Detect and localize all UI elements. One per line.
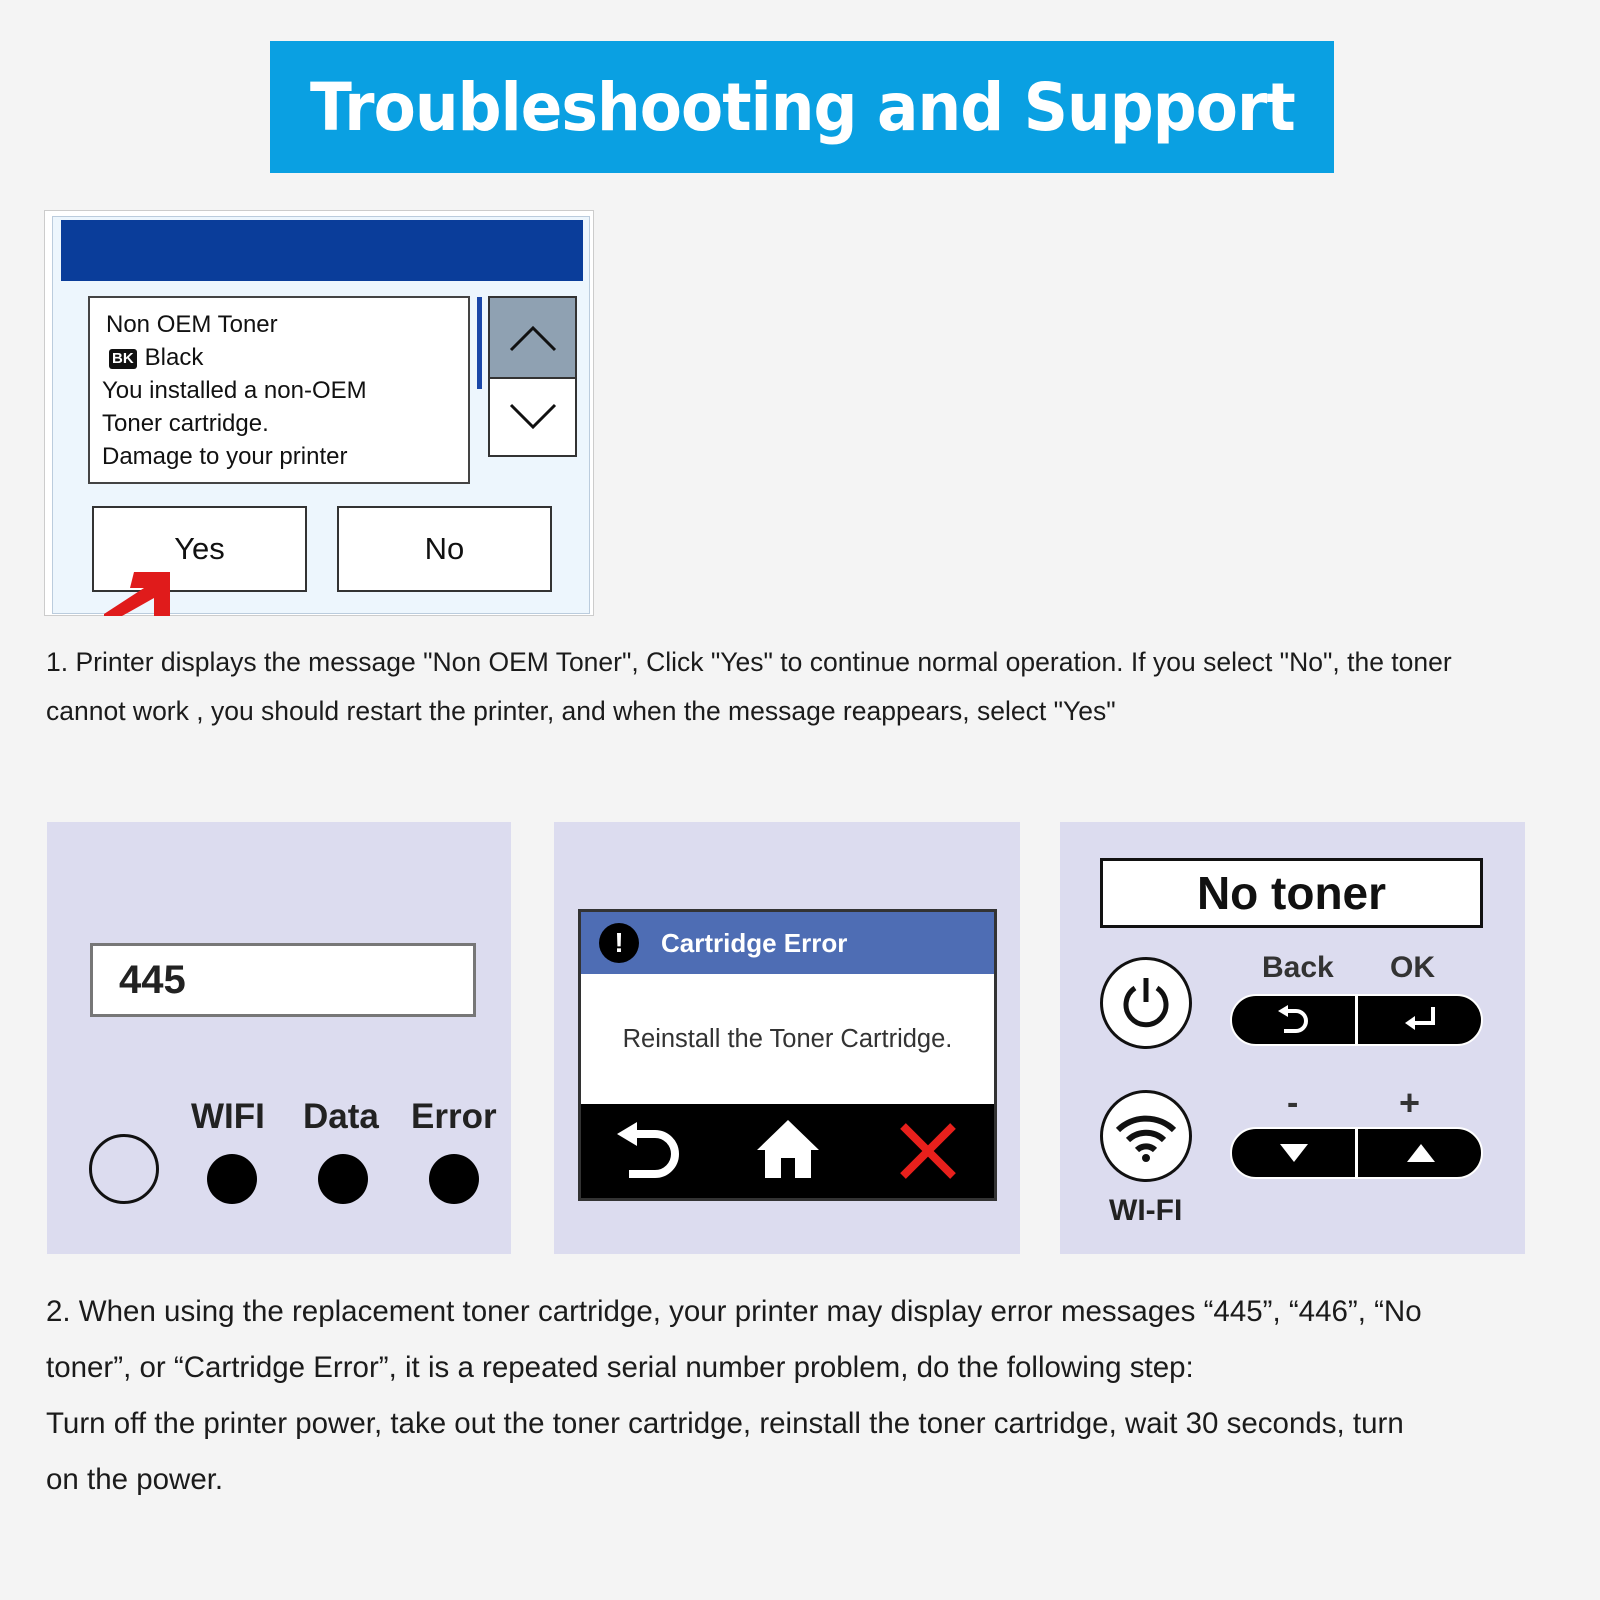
error-led-icon bbox=[429, 1154, 479, 1204]
step-2-line: Turn off the printer power, take out the toner cartridge, reinstall the toner cartridge, wait 30 seconds, turn bbox=[46, 1407, 1404, 1440]
back-label: Back bbox=[1262, 951, 1334, 984]
screen-header-bar bbox=[61, 220, 583, 281]
triangle-down-icon bbox=[1280, 1144, 1308, 1162]
step-2-line: toner”, or “Cartridge Error”, it is a repeated serial number problem, do the following step: bbox=[46, 1351, 1194, 1384]
cancel-icon[interactable] bbox=[899, 1122, 957, 1180]
step-1-line: 1. Printer displays the message "Non OEM Toner", Click "Yes" to continue normal operation. If you select "No", the toner bbox=[46, 647, 1452, 677]
back-button[interactable] bbox=[1232, 996, 1356, 1044]
error-code-display: 445 bbox=[90, 943, 476, 1017]
power-icon bbox=[1117, 974, 1175, 1032]
step-2-line: on the power. bbox=[46, 1463, 224, 1496]
ok-label: OK bbox=[1390, 951, 1435, 984]
power-led-icon bbox=[89, 1134, 159, 1204]
data-led-icon bbox=[318, 1154, 368, 1204]
message-box bbox=[88, 296, 470, 484]
back-arrow-icon bbox=[1276, 1005, 1312, 1035]
minus-label: - bbox=[1287, 1084, 1299, 1122]
red-arrow-pointer-icon bbox=[104, 570, 174, 616]
triangle-up-icon bbox=[1407, 1144, 1435, 1162]
step-2-instructions bbox=[46, 1284, 1566, 1508]
message-line: Black bbox=[144, 344, 204, 371]
scroll-up-button[interactable] bbox=[490, 298, 575, 379]
plus-label: + bbox=[1399, 1082, 1421, 1123]
plus-button[interactable] bbox=[1359, 1129, 1483, 1177]
message-line: You installed a non-OEM bbox=[102, 377, 367, 404]
dialog-message: Reinstall the Toner Cartridge. bbox=[622, 1024, 953, 1053]
dialog-header bbox=[581, 912, 994, 974]
color-badge: BK bbox=[109, 349, 137, 369]
message-line: Non OEM Toner bbox=[106, 311, 278, 338]
button-divider bbox=[1355, 996, 1358, 1044]
no-button[interactable]: No bbox=[337, 506, 552, 592]
message-line: Damage to your printer bbox=[102, 443, 348, 470]
scrollbar[interactable] bbox=[477, 297, 482, 389]
chevron-down-icon bbox=[508, 402, 558, 432]
button-divider bbox=[1355, 1129, 1358, 1177]
home-icon[interactable] bbox=[755, 1118, 821, 1180]
message-line-color bbox=[106, 341, 468, 374]
warning-icon: ! bbox=[599, 923, 639, 963]
banner-title: Troubleshooting and Support bbox=[309, 68, 1295, 146]
step-1-instructions bbox=[46, 638, 1566, 736]
led-label-wifi: WIFI bbox=[191, 1097, 265, 1136]
dialog-title: Cartridge Error bbox=[661, 927, 848, 958]
minus-button[interactable] bbox=[1232, 1129, 1356, 1177]
minus-plus-buttons bbox=[1230, 1127, 1483, 1179]
led-label-error: Error bbox=[411, 1097, 497, 1136]
banner bbox=[270, 41, 1334, 173]
wifi-label: WI-FI bbox=[1109, 1194, 1183, 1227]
ok-button[interactable] bbox=[1359, 996, 1483, 1044]
step-2-line: 2. When using the replacement toner cartridge, your printer may display error messages “445”, “446”, “No bbox=[46, 1295, 1422, 1328]
wifi-button[interactable] bbox=[1100, 1090, 1192, 1182]
wifi-icon bbox=[1114, 1108, 1178, 1164]
back-ok-buttons bbox=[1230, 994, 1483, 1046]
dialog-footer bbox=[581, 1104, 994, 1198]
wifi-led-icon bbox=[207, 1154, 257, 1204]
step-1-line: cannot work , you should restart the printer, and when the message reappears, select "Yes" bbox=[46, 696, 1116, 726]
yes-button[interactable]: Yes bbox=[92, 506, 307, 592]
led-label-data: Data bbox=[303, 1097, 379, 1136]
message-line: Toner cartridge. bbox=[102, 410, 269, 437]
back-icon[interactable] bbox=[615, 1122, 681, 1180]
power-button[interactable] bbox=[1100, 957, 1192, 1049]
cartridge-error-dialog bbox=[578, 909, 997, 1201]
chevron-up-icon bbox=[508, 323, 558, 353]
enter-icon bbox=[1403, 1005, 1439, 1035]
scroll-down-button[interactable] bbox=[490, 379, 575, 455]
status-display: No toner bbox=[1100, 858, 1483, 928]
scroll-buttons bbox=[488, 296, 577, 457]
